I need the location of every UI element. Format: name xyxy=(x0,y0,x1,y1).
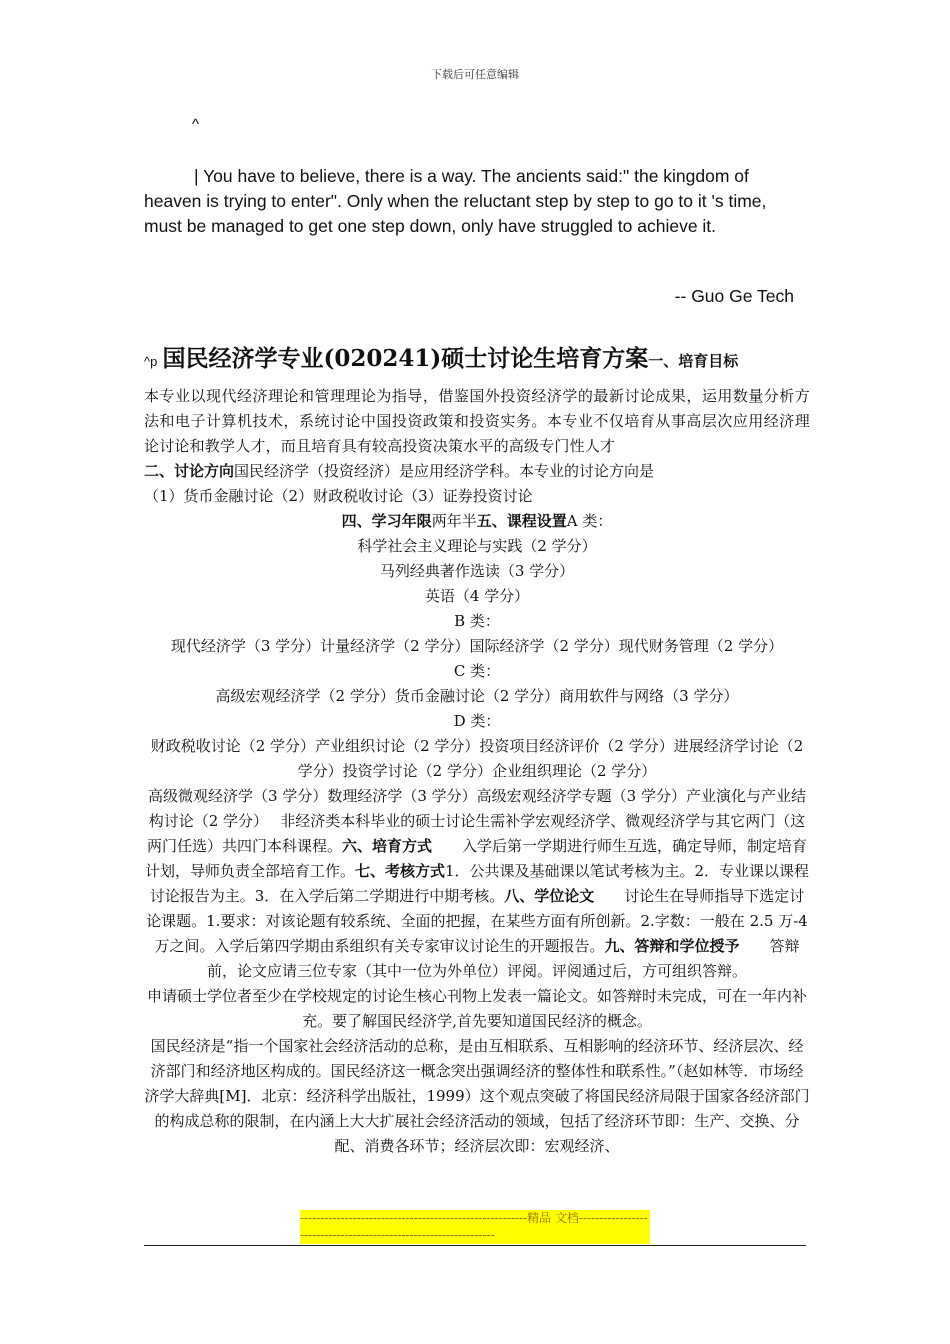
course-a-2: 马列经典著作选读（3 学分） xyxy=(379,562,575,580)
quote-text: | You have to believe, there is a way. The ancients said:" the kingdom of heaven is trying to enter". Only when the reluctant step by step to go to it 's time, must be managed to get one step down, only have struggled to achieve it. xyxy=(144,166,767,236)
training-paragraph xyxy=(144,784,810,984)
quote-attribution: -- Guo Ge Tech xyxy=(674,286,794,306)
duration-text: 两年半 xyxy=(431,512,477,530)
category-a-label: A 类： xyxy=(566,512,613,530)
page-header: 下载后可任意编辑 xyxy=(431,68,519,81)
goal-paragraph: 本专业以现代经济理论和管理理论为指导，借鉴国外投资经济学的最新讨论成果，运用数量分析方法和电子计算机技术，系统讨论中国投资政策和投资实务。本专业不仅培育从事高层次应用经济理论讨论和教学人才，而且培育具有较高投资决策水平的高级专门性人才 xyxy=(144,387,810,455)
document-title xyxy=(144,340,812,373)
degree-paragraph: 申请硕士学位者至少在学校规定的讨论生核心刊物上发表一篇论文。如答辩时未完成，可在一年内补充。要了解国民经济学,首先要知道国民经济的概念。 xyxy=(146,987,807,1030)
duration-line xyxy=(144,509,810,534)
direction-paragraph xyxy=(144,459,810,484)
section-7-heading: 七、考核方式 xyxy=(354,862,445,880)
caret-mark: ^ xyxy=(192,116,200,133)
course-a-1: 科学社会主义理论与实践（2 学分） xyxy=(357,537,597,555)
direction-list: （1）货币金融讨论（2）财政税收讨论（3）证券投资讨论 xyxy=(144,487,533,505)
title-section-1: 一、培育目标 xyxy=(648,352,739,370)
section-4-heading: 四、学习年限 xyxy=(341,512,432,530)
section-5-heading: 五、课程设置 xyxy=(476,512,567,530)
footer-banner: --------------------------------------------------------精品 文档----------------------------------------------------------------- xyxy=(300,1210,650,1244)
courses-c: 高级宏观经济学（2 学分）货币金融讨论（2 学分）商用软件与网络（3 学分） xyxy=(215,687,739,705)
footer-rule xyxy=(144,1245,806,1246)
category-d-label: D 类： xyxy=(453,712,501,730)
courses-b: 现代经济学（3 学分）计量经济学（2 学分）国际经济学（2 学分）现代财务管理（2 学分） xyxy=(170,637,784,655)
title-prefix: ^p xyxy=(144,354,158,369)
section-2-heading: 二、讨论方向 xyxy=(144,462,235,480)
courses-extra: 高级微观经济学（3 学分）数理经济学（3 学分）高级宏观经济学专题（3 学分）产业演化与产业结构讨论（2 学分） 非经济类本科毕业的硕士讨论生需补学宏观经济学、微观经济学与其它两门（这两门任选）共四门本科课程。 xyxy=(146,787,806,855)
section-6-heading: 六、培育方式 xyxy=(341,837,432,855)
category-c-label: C 类： xyxy=(453,662,501,680)
title-main: 国民经济学专业(020241)硕士讨论生培育方案 xyxy=(162,345,649,372)
section-8-heading: 八、学位论文 xyxy=(504,887,595,905)
assessment-text: 1．公共课及基础课以笔试考核为主。2．专业课以课程讨论报告为主。3．在入学后第二学期进行中期考核。 xyxy=(149,862,810,905)
course-a-3: 英语（4 学分） xyxy=(424,587,530,605)
section-9-heading: 九、答辩和学位授予 xyxy=(604,937,740,955)
defense-text: 答辩前，论文应请三位专家（其中一位为外单位）评阅。评阅通过后，方可组织答辩。 xyxy=(206,937,800,980)
training-text: 入学后第一学期进行师生互选，确定导师，制定培育计划，导师负责全部培育工作。 xyxy=(144,837,808,880)
courses-d: 财政税收讨论（2 学分）产业组织讨论（2 学分）投资项目经济评价（2 学分）进展经济学讨论（2 学分）投资学讨论（2 学分）企业组织理论（2 学分） xyxy=(150,737,804,780)
thesis-text: 讨论生在导师指导下选定讨论课题。1.要求：对该论题有较系统、全面的把握，在某些方面有所创新。2.字数：一般在 2.5 万-4 万之间。入学后第四学期由系组织有关专家审议讨论生的开题报告。 xyxy=(146,887,808,955)
direction-text: 国民经济学（投资经济）是应用经济学科。本专业的讨论方向是 xyxy=(234,462,655,480)
economy-paragraph: 国民经济是“指一个国家社会经济活动的总称，是由互相联系、互相影响的经济环节、经济层次、经济部门和经济地区构成的。国民经济这一概念突出强调经济的整体性和联系性。”（赵如林等．市场经济学大辞典[M]．北京：经济科学出版社，1999）这个观点突破了将国民经济局限于国家各经济部门的构成总称的限制，在内涵上大大扩展社会经济活动的领域，包括了经济环节即：生产、交换、分配、消费各环节；经济层次即：宏观经济、 xyxy=(144,1037,810,1155)
category-b-label: B 类： xyxy=(454,612,500,630)
document-body xyxy=(144,384,810,1159)
